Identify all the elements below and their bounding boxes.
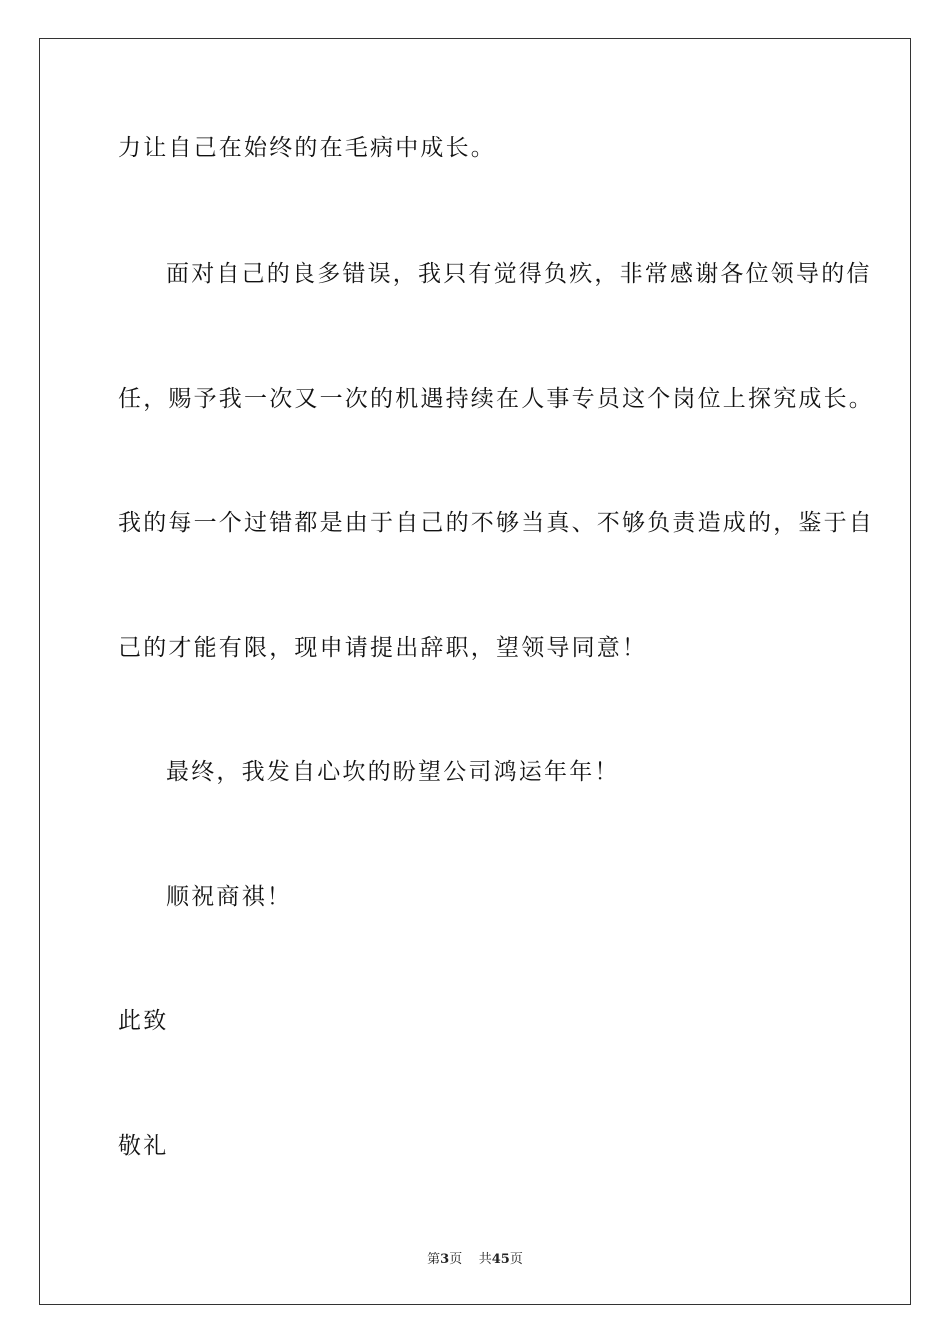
page-border xyxy=(39,38,911,1305)
paragraph-line-3: 任，赐予我一次又一次的机遇持续在人事专员这个岗位上探究成长。 xyxy=(118,386,874,412)
respect-line: 敬礼 xyxy=(118,1133,169,1159)
page-footer xyxy=(0,1248,950,1267)
salutation-line: 此致 xyxy=(118,1008,169,1034)
page-suffix: 页 xyxy=(449,1252,463,1267)
page-number: 3 xyxy=(440,1252,450,1267)
paragraph-line-5: 己的才能有限，现申请提出辞职，望领导同意！ xyxy=(118,635,648,661)
page-prefix: 第 xyxy=(427,1252,441,1267)
regards-line: 顺祝商祺！ xyxy=(166,884,292,910)
paragraph-line-1: 力让自己在始终的在毛病中成长。 xyxy=(118,135,496,161)
total-suffix: 页 xyxy=(509,1252,523,1267)
closing-wish-line: 最终，我发自心坎的盼望公司鸿运年年！ xyxy=(166,759,620,785)
paragraph-line-4: 我的每一个过错都是由于自己的不够当真、不够负责造成的，鉴于自 xyxy=(118,510,874,536)
total-pages: 45 xyxy=(491,1252,510,1267)
paragraph-line-2: 面对自己的良多错误，我只有觉得负疚，非常感谢各位领导的信 xyxy=(166,261,872,287)
total-prefix: 共 xyxy=(478,1252,492,1267)
